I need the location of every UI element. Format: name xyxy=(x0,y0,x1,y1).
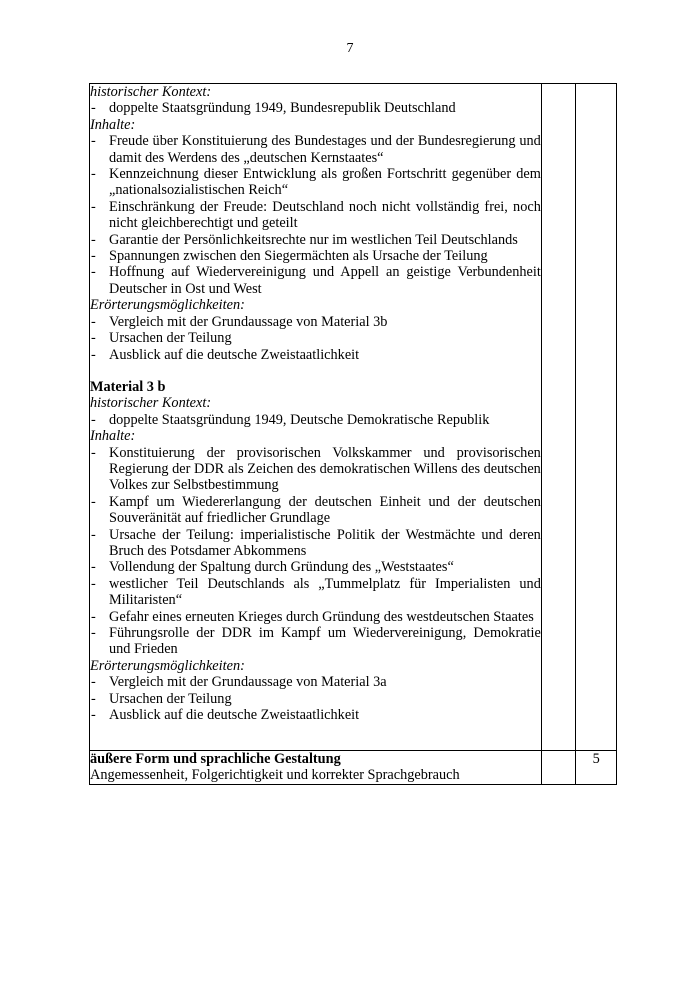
list-item xyxy=(90,264,541,297)
list-item xyxy=(90,445,541,494)
evaluation-table xyxy=(89,83,617,785)
list-item-text: Ausblick auf die deutsche Zweistaatlichkeit xyxy=(109,346,360,363)
list-item-text: Führungsrolle der DDR im Kampf um Wiedervereinigung, Demokratie und Frieden xyxy=(109,625,541,658)
table-row-materials xyxy=(90,84,617,751)
list-item xyxy=(90,707,541,723)
list-item-text: Einschränkung der Freude: Deutschland noch nicht vollständig frei, noch nicht gleichberechtigt und geteilt xyxy=(109,198,541,232)
content-list-3b xyxy=(90,445,541,658)
discussion-list-3a xyxy=(90,314,541,363)
dash-bullet-icon: - xyxy=(91,690,96,707)
list-item-text: Kampf um Wiedererlangung der deutschen Einheit und der deutschen Souveränität auf friedlicher Grundlage xyxy=(109,493,541,527)
content-list-3a xyxy=(90,133,541,297)
list-item xyxy=(90,625,541,658)
dash-bullet-icon: - xyxy=(91,411,96,428)
content-cell-materials xyxy=(90,84,542,751)
list-item xyxy=(90,674,541,690)
content-label-3b: Inhalte: xyxy=(90,428,136,445)
list-item xyxy=(90,412,541,428)
dash-bullet-icon: - xyxy=(91,166,96,183)
dash-bullet-icon: - xyxy=(91,493,96,510)
score-cell-a-form xyxy=(541,751,576,785)
list-item xyxy=(90,100,541,116)
context-label-3a: historischer Kontext: xyxy=(90,84,212,100)
dash-bullet-icon: - xyxy=(91,264,96,281)
list-item-text: Konstituierung der provisorischen Volkskammer und provisorischen Regierung der DDR als Zeichen des demokratischen Willens des deutschen Volkes zur Selbstbestimmung xyxy=(109,444,541,494)
list-item-text: Ausblick auf die deutsche Zweistaatlichkeit xyxy=(109,707,360,724)
content-cell-form xyxy=(90,751,542,785)
heading-form: äußere Form und sprachliche Gestaltung xyxy=(90,751,341,767)
score-cell-b-materials xyxy=(576,84,617,751)
list-item xyxy=(90,691,541,707)
list-item-text: Ursachen der Teilung xyxy=(109,690,232,707)
dash-bullet-icon: - xyxy=(91,330,96,347)
list-item-text: Gefahr eines erneuten Krieges durch Gründung des westdeutschen Staates xyxy=(109,608,534,625)
score-cell-a-materials xyxy=(541,84,576,751)
dash-bullet-icon: - xyxy=(91,444,96,461)
list-item xyxy=(90,494,541,527)
list-item-text: Ursache der Teilung: imperialistische Politik der Westmächte und deren Bruch des Potsdamer Abkommens xyxy=(109,526,541,559)
points-form: 5 xyxy=(576,751,617,785)
list-item xyxy=(90,166,541,199)
list-item-text: Freude über Konstituierung des Bundestages und der Bundesregierung und damit des Werdens des „deutschen Kernstaates“ xyxy=(109,133,541,166)
dash-bullet-icon: - xyxy=(91,526,96,543)
list-item xyxy=(90,559,541,575)
list-item xyxy=(90,330,541,346)
table-row-form xyxy=(90,751,617,785)
list-item-text: doppelte Staatsgründung 1949, Deutsche Demokratische Republik xyxy=(109,411,490,428)
dash-bullet-icon: - xyxy=(91,559,96,576)
discussion-label-3a: Erörterungsmöglichkeiten: xyxy=(90,297,245,314)
list-item-text: Vollendung der Spaltung durch Gründung des „Weststaates“ xyxy=(109,559,454,576)
list-item xyxy=(90,314,541,330)
discussion-list-3b xyxy=(90,674,541,723)
list-item xyxy=(90,232,541,248)
dash-bullet-icon: - xyxy=(91,133,96,150)
dash-bullet-icon: - xyxy=(91,575,96,592)
dash-bullet-icon: - xyxy=(91,231,96,248)
content-label-3a: Inhalte: xyxy=(90,116,136,133)
list-item xyxy=(90,133,541,166)
dash-bullet-icon: - xyxy=(91,198,96,215)
context-list-3b xyxy=(90,412,541,428)
discussion-label-3b: Erörterungsmöglichkeiten: xyxy=(90,657,245,674)
list-item-text: Vergleich mit der Grundaussage von Material 3b xyxy=(109,313,388,330)
dash-bullet-icon: - xyxy=(91,100,96,117)
context-label-3b: historischer Kontext: xyxy=(90,395,212,412)
dash-bullet-icon: - xyxy=(91,608,96,625)
heading-material-3b: Material 3 b xyxy=(90,378,166,395)
list-item-text: Kennzeichnung dieser Entwicklung als großen Fortschritt gegenüber dem „nationalsozialistischen Reich“ xyxy=(109,166,541,199)
context-list-3a xyxy=(90,100,541,116)
list-item xyxy=(90,347,541,363)
list-item xyxy=(90,199,541,232)
list-item-text: Garantie der Persönlichkeitsrechte nur im westlichen Teil Deutschlands xyxy=(109,231,518,248)
list-item xyxy=(90,527,541,560)
list-item xyxy=(90,248,541,264)
dash-bullet-icon: - xyxy=(91,707,96,724)
dash-bullet-icon: - xyxy=(91,248,96,265)
list-item-text: Vergleich mit der Grundaussage von Material 3a xyxy=(109,674,387,691)
dash-bullet-icon: - xyxy=(91,674,96,691)
list-item-text: westlicher Teil Deutschlands als „Tummelplatz für Imperialisten und Militaristen“ xyxy=(109,575,541,609)
list-item-text: Ursachen der Teilung xyxy=(109,330,232,347)
dash-bullet-icon: - xyxy=(91,313,96,330)
section-spacer xyxy=(90,363,541,379)
list-item xyxy=(90,576,541,609)
dash-bullet-icon: - xyxy=(91,346,96,363)
form-description: Angemessenheit, Folgerichtigkeit und korrekter Sprachgebrauch xyxy=(90,767,460,784)
page-number: 7 xyxy=(346,41,354,56)
list-item-text: Hoffnung auf Wiedervereinigung und Appell an geistige Verbundenheit Deutscher in Ost und West xyxy=(109,264,541,297)
list-item-text: doppelte Staatsgründung 1949, Bundesrepublik Deutschland xyxy=(109,100,456,117)
list-item xyxy=(90,609,541,625)
dash-bullet-icon: - xyxy=(91,625,96,641)
list-item-text: Spannungen zwischen den Siegermächten als Ursache der Teilung xyxy=(109,248,488,265)
